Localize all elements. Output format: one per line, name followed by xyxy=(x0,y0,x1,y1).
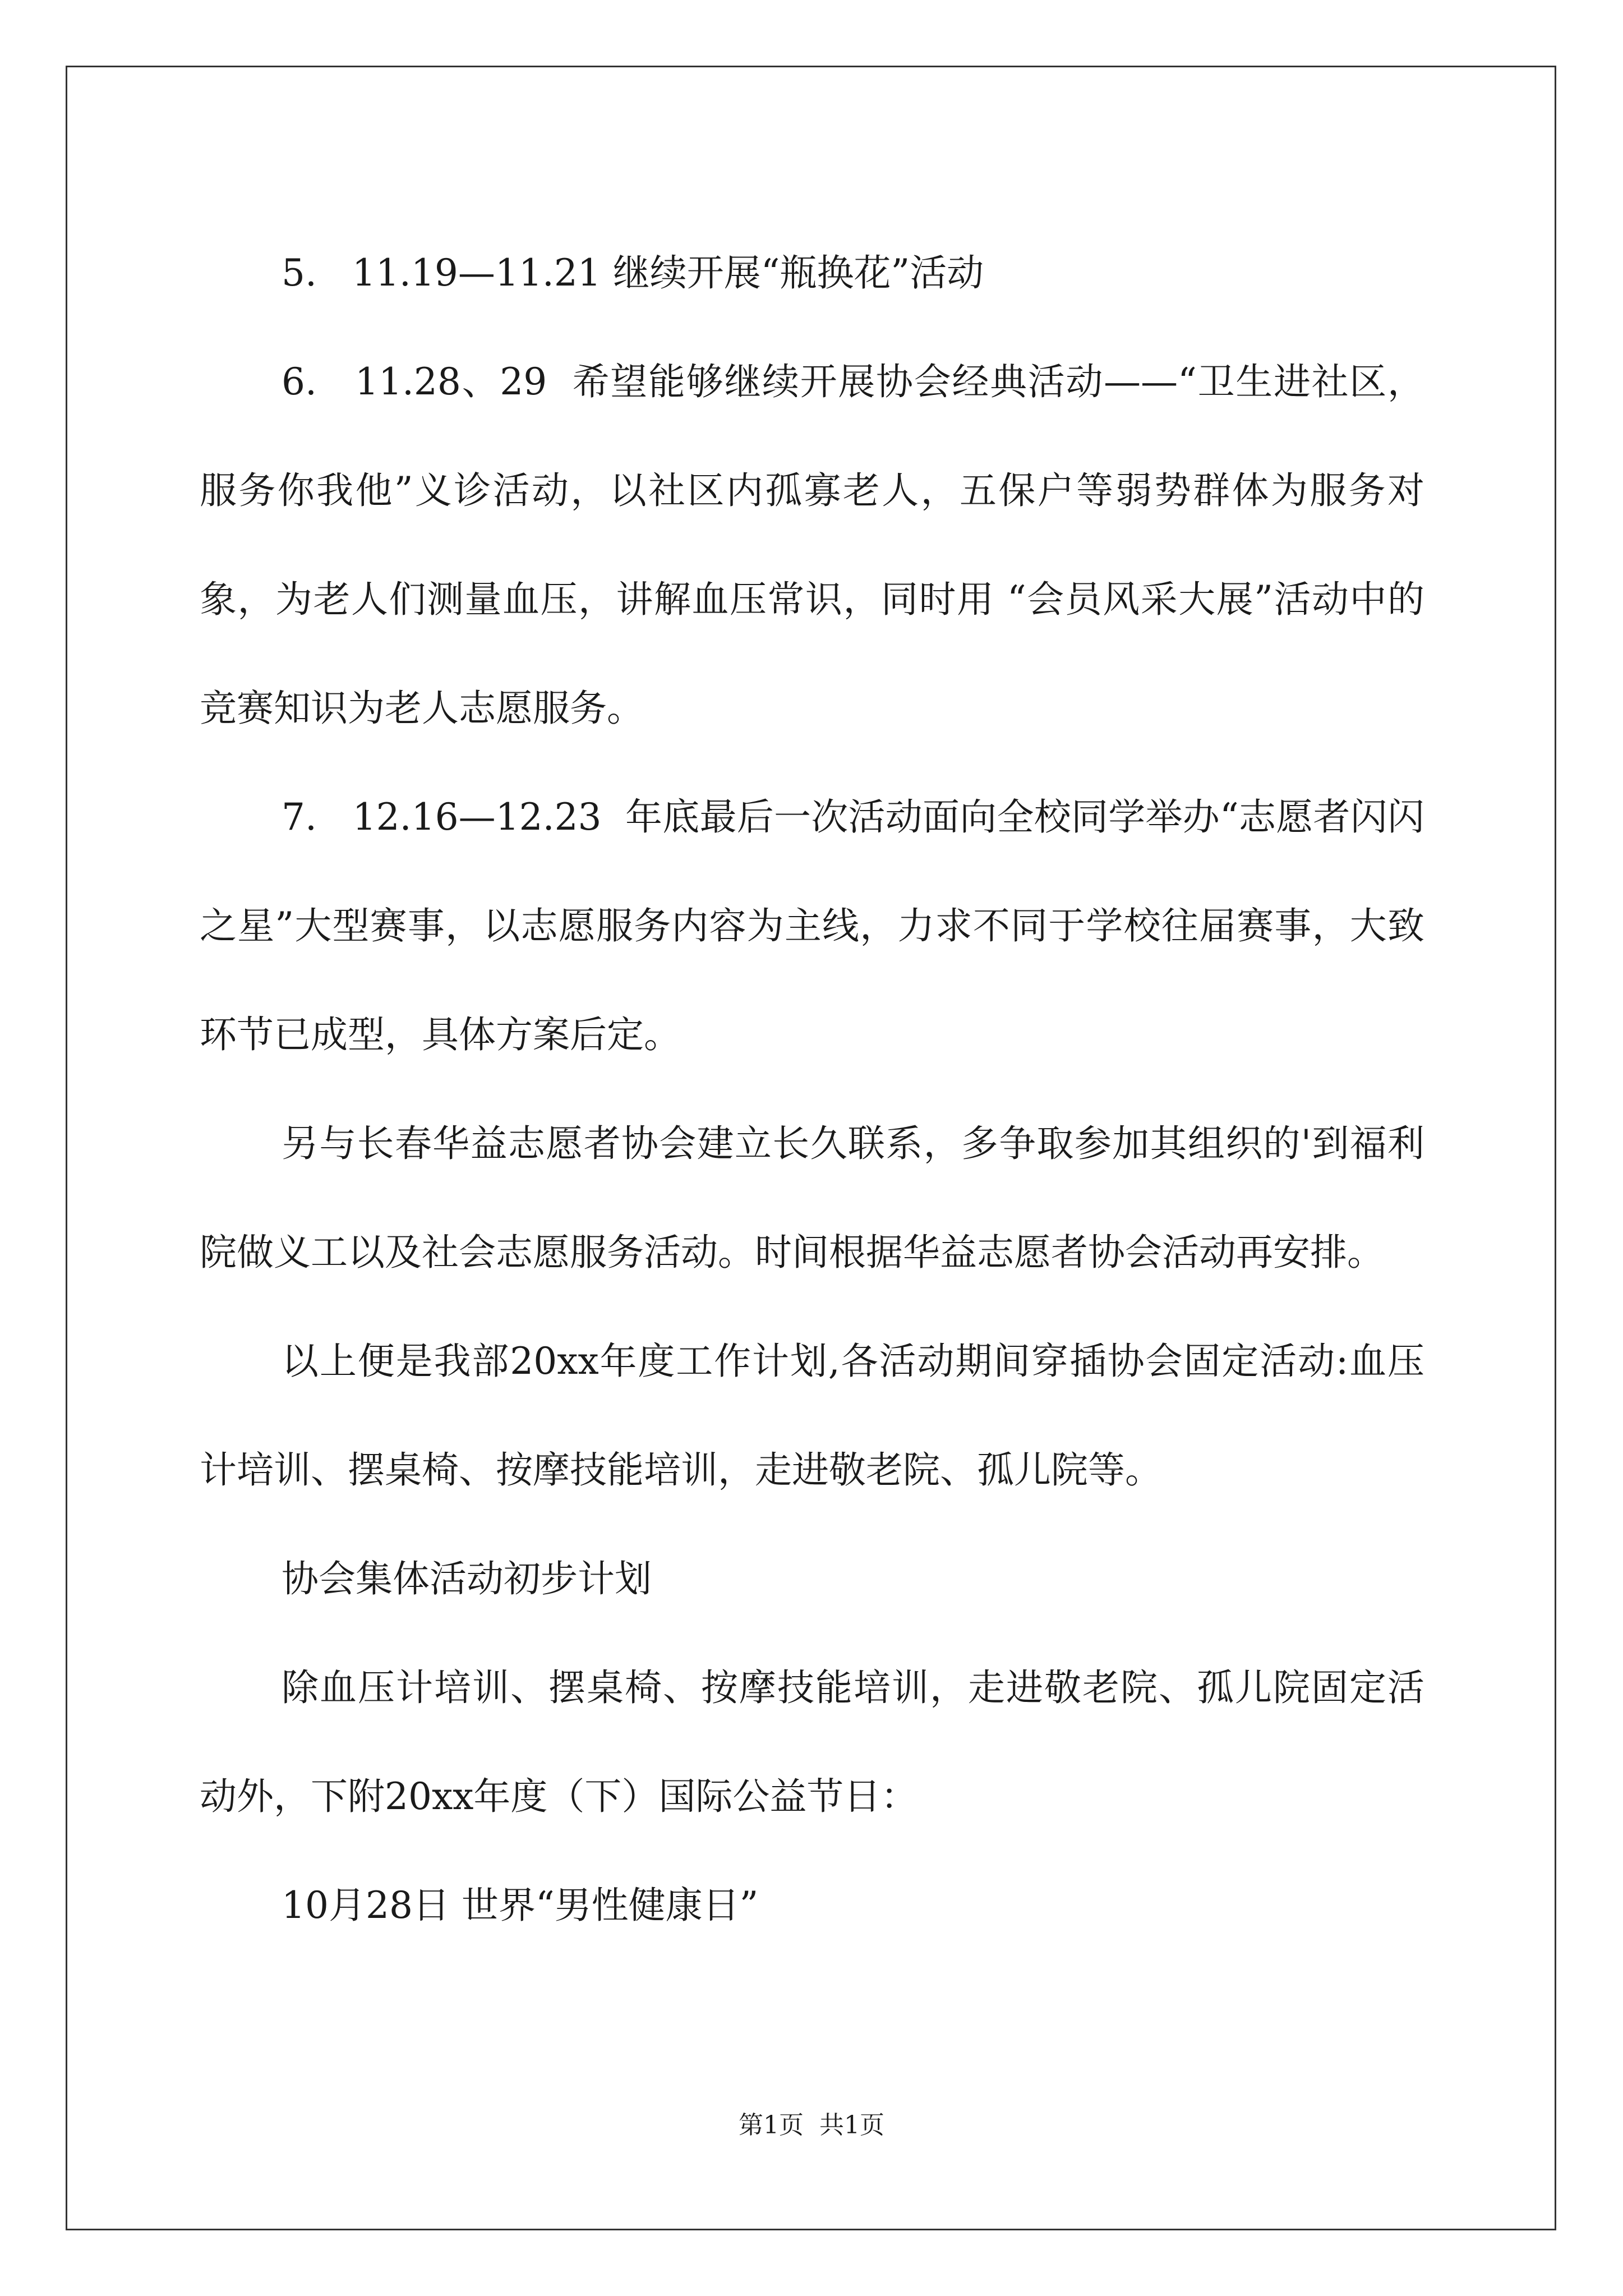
paragraph-summary: 以上便是我部20xx年度工作计划,各活动期间穿插协会固定活动:血压计培训、摆桌椅、按摩技能培训，走进敬老院、孤儿院等。 xyxy=(200,1340,1424,1492)
paragraph-festival-intro: 除血压计培训、摆桌椅、按摩技能培训，走进敬老院、孤儿院固定活动外，下附20xx年度（下）国际公益节日： xyxy=(200,1666,1424,1818)
paragraph-item-6: 6. 11.28、29 希望能够继续开展协会经典活动——“卫生进社区，服务你我他”义诊活动，以社区内孤寡老人，五保户等弱势群体为服务对象，为老人们测量血压，讲解血压常识，同时用 “会员风采大展”活动中的竞赛知识为老人志愿服务。 xyxy=(200,360,1424,730)
paragraph-item-7: 7. 12.16—12.23 年底最后一次活动面向全校同学举办“志愿者闪闪之星”大型赛事，以志愿服务内容为主线，力求不同于学校往届赛事，大致环节已成型，具体方案后定。 xyxy=(200,795,1424,1056)
page-footer: 第1页 共1页 xyxy=(739,2111,884,2139)
paragraph-huayi-contact: 另与长春华益志愿者协会建立长久联系，多争取参加其组织的'到福利院做义工以及社会志愿服务活动。时间根据华益志愿者协会活动再安排。 xyxy=(200,1122,1424,1274)
paragraph-item-5: 5. 11.19—11.21 继续开展“瓶换花”活动 xyxy=(282,251,984,295)
document-body xyxy=(200,219,1424,1960)
section-heading: 协会集体活动初步计划 xyxy=(282,1557,652,1600)
paragraph-festival-item: 10月28日 世界“男性健康日” xyxy=(282,1884,759,1927)
